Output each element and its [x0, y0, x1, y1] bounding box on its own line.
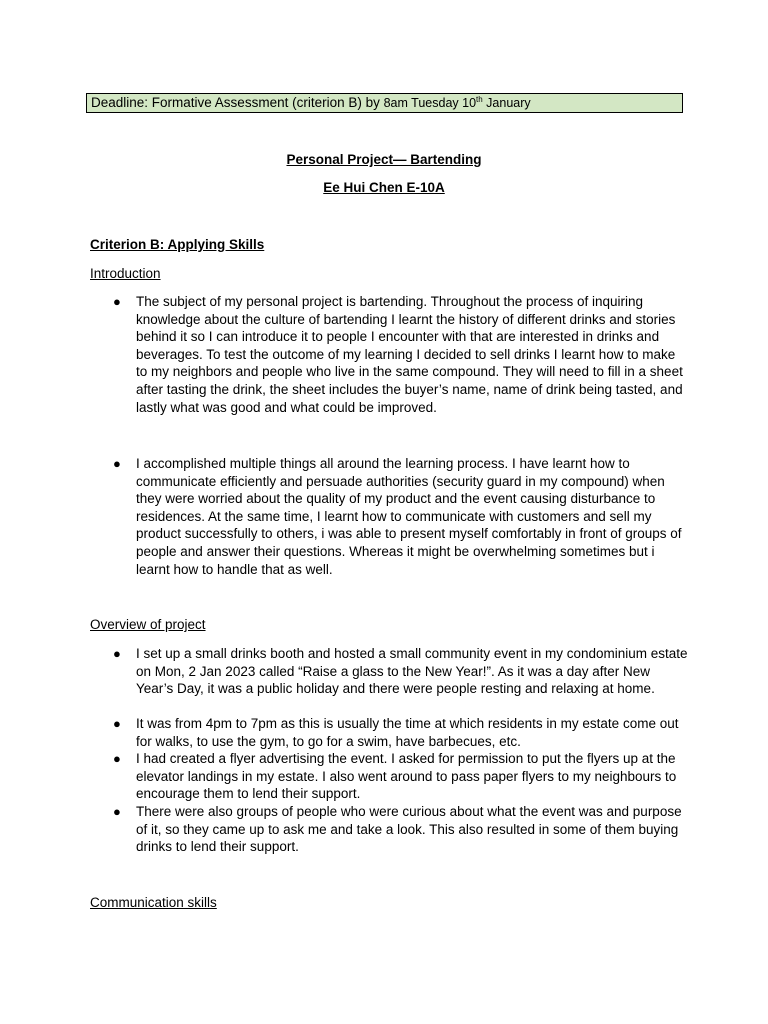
list-item-text: I accomplished multiple things all around the learning process. I have learnt how to communicate efficiently and persuade authorities (security guard in my compound) when they were worried about the quality of my product and the event causing disturbance to residences. At the same time, I learnt how to communicate with customers and sell my product successfully to others, i was able to present myself comfortably in front of groups of people and answer their questions. Whereas it might be overwhelming sometimes but i learnt how to handle that as well. [136, 456, 682, 577]
overview-heading: Overview of project [90, 617, 206, 632]
bullet-icon: ● [113, 456, 121, 471]
list-item [90, 715, 690, 750]
list-item-text: I set up a small drinks booth and hosted a small community event in my condominium estate on Mon, 2 Jan 2023 called “Raise a glass to the New Year!”. As it was a day after New Year’s Day, it was a public holiday and there were people resting and relaxing at home. [136, 646, 688, 697]
list-item-text: The subject of my personal project is bartending. Throughout the process of inquiring knowledge about the culture of bartending I learnt the history of different drinks and stories behind it so I can introduce it to people I encounter with that are interested in drinks and beverages. To test the outcome of my learning I decided to sell drinks I learnt how to make to my neighbors and people who live in the same compound. They will need to fill in a sheet after tasting the drink, the sheet includes the buyer’s name, name of drink being tasted, and lastly what was good and what could be improved. [136, 294, 683, 415]
bullet-icon: ● [113, 751, 121, 766]
bullet-icon: ● [113, 646, 121, 661]
criterion-heading: Criterion B: Applying Skills [90, 237, 265, 252]
communication-heading: Communication skills [90, 895, 217, 910]
deadline-banner [86, 93, 683, 113]
list-item-text: There were also groups of people who were curious about what the event was and purpose of it, so they came up to ask me and take a look. This also resulted in some of them buying drinks to lend their support. [136, 804, 682, 855]
bullet-icon: ● [113, 804, 121, 819]
author-line: Ee Hui Chen E-10A [323, 180, 445, 195]
list-item-text: It was from 4pm to 7pm as this is usually the time at which residents in my estate come out for walks, to use the gym, to go for a swim, have barbecues, etc. [136, 716, 679, 749]
deadline-ordinal: th [476, 95, 483, 104]
deadline-month: January [482, 96, 531, 110]
deadline-time-day: 8am Tuesday 10 [383, 96, 477, 110]
page-title: Personal Project— Bartending [286, 152, 482, 167]
bullet-icon: ● [113, 294, 121, 309]
list-item [90, 803, 690, 856]
list-item [90, 750, 690, 803]
list-item [90, 455, 690, 578]
list-item-text: I had created a flyer advertising the event. I asked for permission to put the flyers up at the elevator landings in my estate. I also went around to pass paper flyers to my neighbours to encourage them to lend their support. [136, 751, 677, 802]
deadline-prefix: Deadline: Formative Assessment (criterion B) by [91, 95, 384, 110]
bullet-icon: ● [113, 716, 121, 731]
list-item [90, 293, 690, 416]
introduction-heading: Introduction [90, 266, 161, 281]
list-item [90, 645, 690, 698]
